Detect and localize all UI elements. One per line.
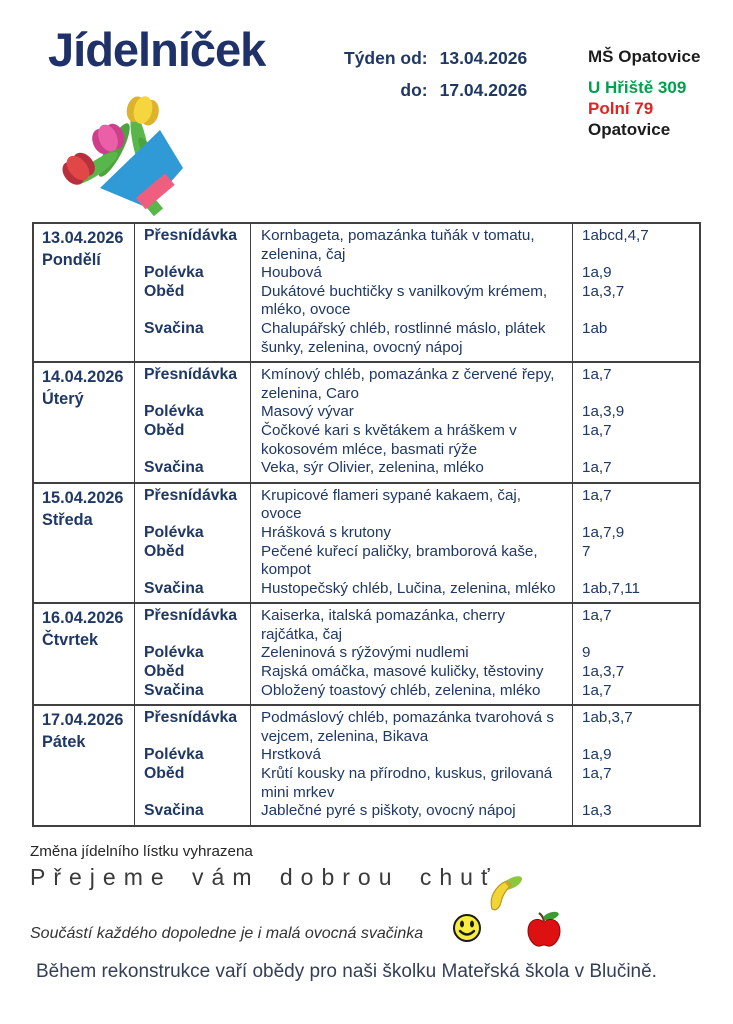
smiley-face-icon xyxy=(452,913,482,948)
meal-type-label: Přesnídávka xyxy=(134,224,250,264)
school-city: Opatovice xyxy=(588,120,671,139)
school-name: MŠ Opatovice xyxy=(588,47,701,66)
week-to-label: do: xyxy=(400,80,428,100)
meal-allergens: 1a,7 xyxy=(572,484,699,524)
meal-allergens: 1a,7 xyxy=(572,363,699,403)
meal-allergens: 1ab,7,11 xyxy=(572,580,699,603)
day-date-cell xyxy=(34,484,134,603)
meal-type-label: Polévka xyxy=(134,264,250,283)
meal-description: Hrstková xyxy=(250,746,572,765)
school-address-line1: U Hřiště 309 xyxy=(588,78,687,97)
menu-day-row xyxy=(34,224,699,361)
fruit-snack-note: Součástí každého dopoledne je i malá ovocná svačinka xyxy=(30,924,424,942)
meal-description: Veka, sýr Olivier, zelenina, mléko xyxy=(250,459,572,482)
meal-type-label: Přesnídávka xyxy=(134,484,250,524)
menu-day-row xyxy=(34,482,699,603)
meal-allergens: 1a,3,7 xyxy=(572,283,699,320)
meal-description: Dukátové buchtičky s vanilkovým krémem, mléko, ovoce xyxy=(250,283,572,320)
meal-type-label: Svačina xyxy=(134,320,250,361)
meal-type-label: Svačina xyxy=(134,802,250,825)
meal-type-label: Oběd xyxy=(134,663,250,682)
meal-type-label: Přesnídávka xyxy=(134,706,250,746)
meal-description: Zeleninová s rýžovými nudlemi xyxy=(250,644,572,663)
meal-allergens: 1a,7 xyxy=(572,459,699,482)
menu-table xyxy=(32,222,701,827)
meal-type-label: Oběd xyxy=(134,283,250,320)
meal-allergens: 1a,9 xyxy=(572,264,699,283)
bon-appetit-text: Přejeme vám dobrou chuť xyxy=(30,863,498,890)
day-date-cell xyxy=(34,604,134,704)
day-date: 15.04.2026 xyxy=(42,488,124,507)
meal-type-label: Oběd xyxy=(134,543,250,580)
meal-allergens: 1abcd,4,7 xyxy=(572,224,699,264)
day-date-cell xyxy=(34,224,134,361)
week-from-date: 13.04.2026 xyxy=(439,48,528,68)
meal-type-label: Polévka xyxy=(134,746,250,765)
meal-allergens: 1a,7 xyxy=(572,422,699,459)
meal-type-label: Polévka xyxy=(134,644,250,663)
meal-description: Masový vývar xyxy=(250,403,572,422)
meal-description: Pečené kuřecí paličky, bramborová kaše, kompot xyxy=(250,543,572,580)
meal-type-label: Polévka xyxy=(134,403,250,422)
meal-description: Krupicové flameri sypané kakaem, čaj, ovoce xyxy=(250,484,572,524)
meal-allergens: 1a,7,9 xyxy=(572,524,699,543)
reconstruction-note: Během rekonstrukce vaří obědy pro naši školku Mateřská škola v Blučině. xyxy=(36,960,657,982)
day-date: 13.04.2026 xyxy=(42,229,124,247)
meal-allergens: 1ab xyxy=(572,320,699,361)
day-date: 17.04.2026 xyxy=(42,711,124,730)
meal-allergens: 1a,9 xyxy=(572,746,699,765)
meal-description: Hustopečský chléb, Lučina, zelenina, mléko xyxy=(250,580,572,603)
meal-description: Kornbageta, pomazánka tuňák v tomatu, zelenina, čaj xyxy=(250,224,572,264)
meal-allergens: 1a,3,9 xyxy=(572,403,699,422)
meal-allergens: 1a,7 xyxy=(572,682,699,705)
meal-allergens: 1ab,3,7 xyxy=(572,706,699,746)
week-to-date: 17.04.2026 xyxy=(439,80,528,100)
day-name: Pátek xyxy=(42,733,86,752)
meal-allergens: 9 xyxy=(572,644,699,663)
school-address-block xyxy=(588,46,700,140)
meal-description: Podmáslový chléb, pomazánka tvarohová s vejcem, zelenina, Bikava xyxy=(250,706,572,746)
menu-day-row xyxy=(34,361,699,482)
meal-allergens: 1a,3,7 xyxy=(572,663,699,682)
meal-description: Čočkové kari s květákem a hráškem v kokosovém mléce, basmati rýže xyxy=(250,422,572,459)
meal-type-label: Oběd xyxy=(134,422,250,459)
meal-type-label: Polévka xyxy=(134,524,250,543)
meal-description: Jablečné pyré s piškoty, ovocný nápoj xyxy=(250,802,572,825)
day-date-cell xyxy=(34,363,134,482)
menu-day-row xyxy=(34,602,699,704)
meal-type-label: Přesnídávka xyxy=(134,363,250,403)
week-range xyxy=(344,48,527,101)
menu-day-row xyxy=(34,704,699,825)
meal-description: Kmínový chléb, pomazánka z červené řepy, zelenina, Caro xyxy=(250,363,572,403)
day-date: 16.04.2026 xyxy=(42,609,124,628)
banana-icon xyxy=(488,875,524,918)
footer xyxy=(30,843,733,1023)
meal-allergens: 7 xyxy=(572,543,699,580)
meal-type-label: Svačina xyxy=(134,459,250,482)
meal-allergens: 1a,7 xyxy=(572,604,699,644)
meal-description: Houbová xyxy=(250,264,572,283)
day-date: 14.04.2026 xyxy=(42,368,124,387)
meal-description: Chalupářský chléb, rostlinné máslo, plátek šunky, zelenina, ovocný nápoj xyxy=(250,320,572,361)
meal-allergens: 1a,7 xyxy=(572,765,699,802)
page-title: Jídelníček xyxy=(48,23,266,76)
meal-description: Obložený toastový chléb, zelenina, mléko xyxy=(250,682,572,705)
tulip-bouquet-icon xyxy=(48,88,208,216)
apple-icon xyxy=(526,909,562,954)
meal-type-label: Svačina xyxy=(134,580,250,603)
school-address-line2: Polní 79 xyxy=(588,99,654,118)
day-name: Čtvrtek xyxy=(42,631,99,650)
day-name: Úterý xyxy=(42,390,84,409)
meal-description: Rajská omáčka, masové kuličky, těstoviny xyxy=(250,663,572,682)
day-name: Pondělí xyxy=(42,251,101,269)
day-date-cell xyxy=(34,706,134,825)
meal-type-label: Přesnídávka xyxy=(134,604,250,644)
day-name: Středa xyxy=(42,510,93,529)
week-from-label: Týden od: xyxy=(344,48,428,68)
meal-description: Hrášková s krutony xyxy=(250,524,572,543)
meal-description: Krůtí kousky na přírodno, kuskus, grilovaná mini mrkev xyxy=(250,765,572,802)
menu-change-note: Změna jídelního lístku vyhrazena xyxy=(30,842,253,860)
meal-type-label: Svačina xyxy=(134,682,250,705)
meal-type-label: Oběd xyxy=(134,765,250,802)
meal-allergens: 1a,3 xyxy=(572,802,699,825)
meal-description: Kaiserka, italská pomazánka, cherry rajčátka, čaj xyxy=(250,604,572,644)
